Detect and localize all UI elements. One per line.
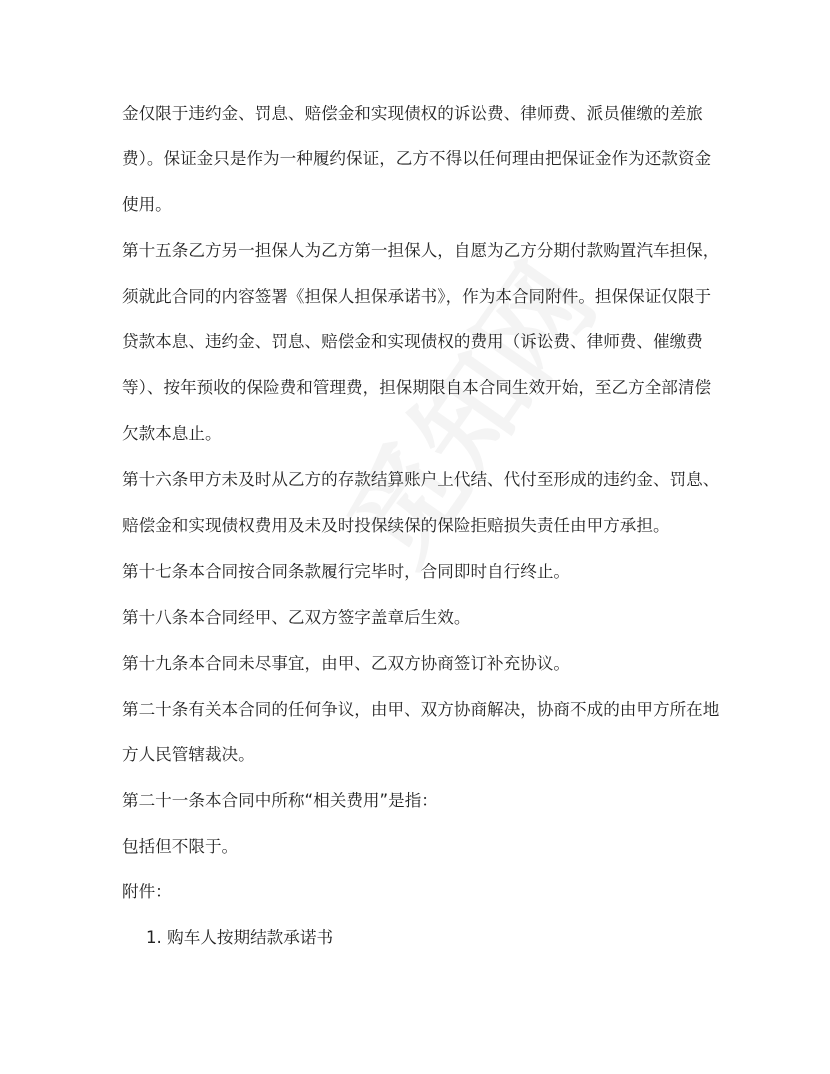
text-line: 第十五条乙方另一担保人为乙方第一担保人，自愿为乙方分期付款购置汽车担保， (122, 241, 720, 260)
text-line: 包括但不限于。 (122, 837, 239, 856)
text-line: 金仅限于违约金、罚息、赔偿金和实现债权的诉讼费、律师费、派员催缴的差旅 (122, 104, 703, 123)
text-line: 费）。保证金只是作为一种履约保证，乙方不得以任何理由把保证金作为还款资金 (122, 149, 712, 168)
text-line: 第二十条有关本合同的任何争议，由甲、双方协商解决，协商不成的由甲方所在地 (122, 700, 720, 719)
text-line: 第十九条本合同未尽事宜，由甲、乙双方协商签订补充协议。 (122, 654, 571, 673)
text-line: 赔偿金和实现债权费用及未及时投保续保的保险拒赔损失责任由甲方承担。 (122, 516, 670, 535)
text-line: 第二十一条本合同中所称“相关费用”是指： (122, 791, 438, 810)
text-line: 方人民管辖裁决。 (122, 745, 255, 764)
text-line: 第十七条本合同按合同条款履行完毕时，合同即时自行终止。 (122, 562, 571, 581)
text-line: 贷款本息、违约金、罚息、赔偿金和实现债权的费用（诉讼费、律师费、催缴费 (122, 332, 703, 351)
attachment-list-item: 1. 购车人按期结款承诺书 (146, 928, 334, 947)
text-line: 第十八条本合同经甲、乙双方签字盖章后生效。 (122, 608, 471, 627)
text-line: 等）、按年预收的保险费和管理费，担保期限自本合同生效开始，至乙方全部清偿 (122, 378, 712, 397)
text-line: 第十六条甲方未及时从乙方的存款结算账户上代结、代付至形成的违约金、罚息、 (122, 470, 720, 489)
text-line: 欠款本息止。 (122, 424, 222, 443)
text-line: 须就此合同的内容签署《担保人担保承诺书》，作为本合同附件。担保保证仅限于 (122, 287, 712, 306)
text-line: 使用。 (122, 195, 172, 214)
text-line: 附件： (122, 882, 172, 901)
